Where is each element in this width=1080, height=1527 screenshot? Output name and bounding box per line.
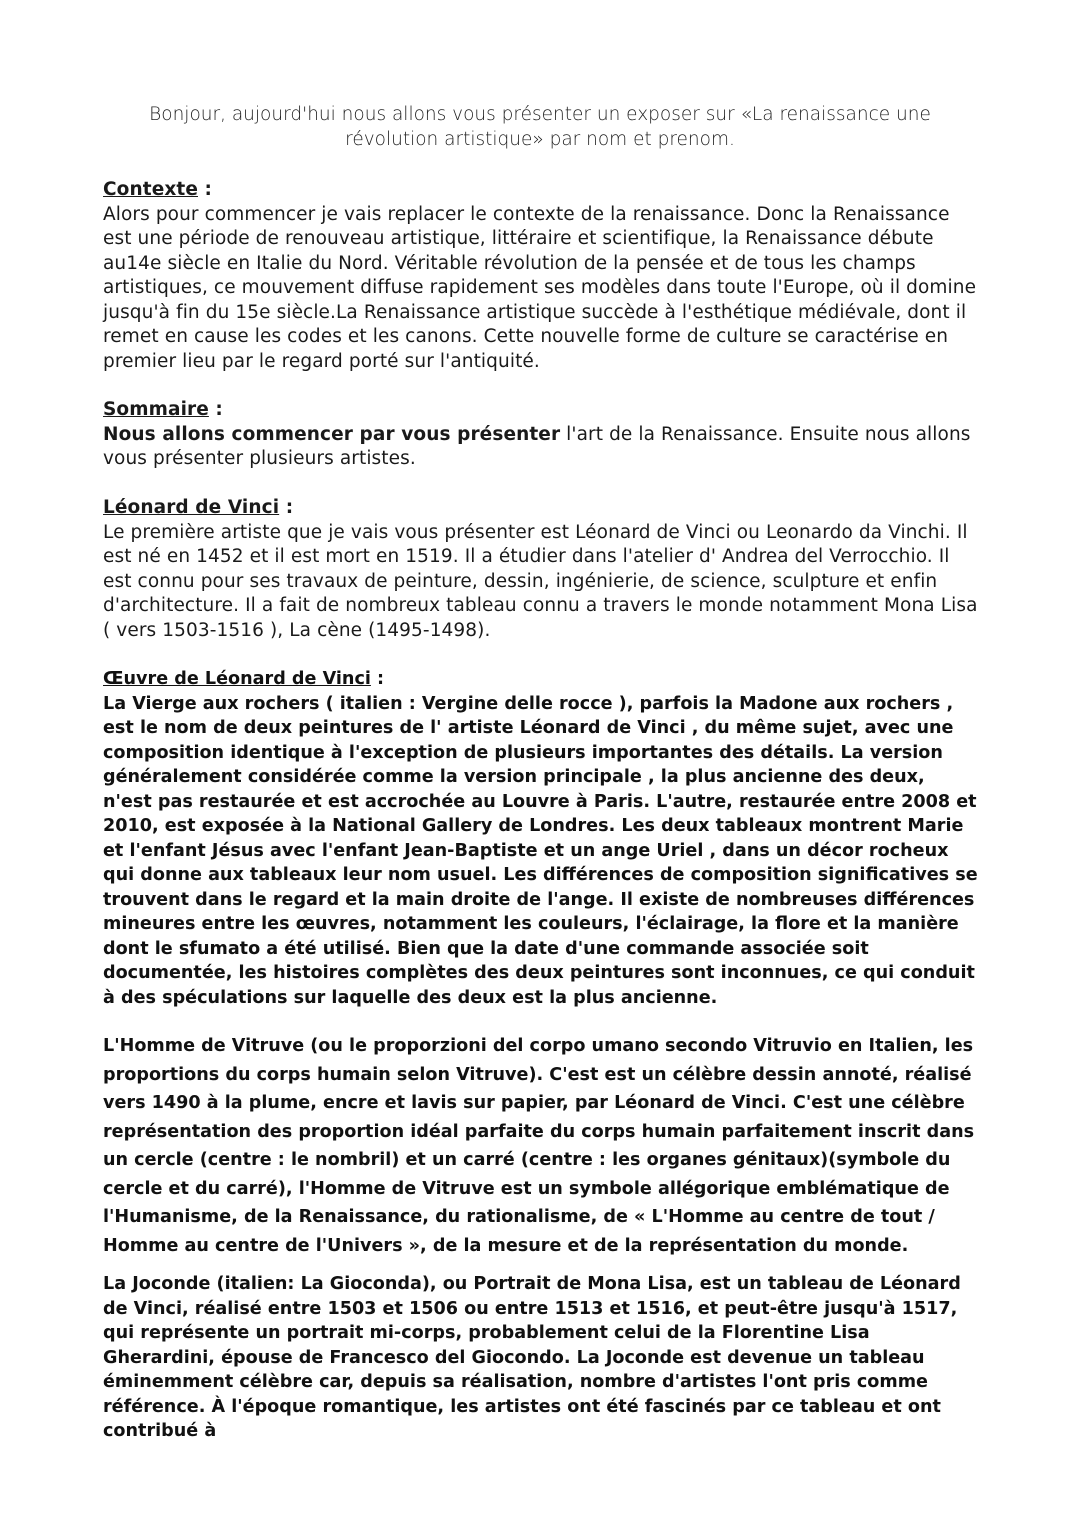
leonard-text: Le première artiste que je vais vous présenter est Léonard de Vinci ou Leonardo da Vinchi. Il est né en 1452 et il est mort en 1519. Il a étudier dans l'atelier d' Andrea del Verrocchio. Il est connu pour ses travaux de peinture, dessin, ingénierie, de science, sculpture et enfin d'architecture. Il a fait de nombreux tableau connu a travers le monde notamment Mona Lisa ( vers 1503-1516 ), La cène (1495-1498).	[103, 521, 978, 641]
leonard-section: Léonard de Vinci : Le première artiste que je vais vous présenter est Léonard de Vinci ou Leonardo da Vinchi. Il est né en 1452 et il est mort en 1519. Il a étudier dans l'atelier d' Andrea del Verrocchio. Il est connu pour ses travaux de peinture, dessin, ingénierie, de science, sculpture et enfin d'architecture. Il a fait de nombreux tableau connu a travers le monde notamment Mona Lisa ( vers 1503-1516 ), La cène (1495-1498).	[103, 497, 978, 641]
vitruve-paragraph: L'Homme de Vitruve (ou le proporzioni del corpo umano secondo Vitruvio en Italien, les proportions du corps humain selon Vitruve). C'est est un célèbre dessin annoté, réalisé vers 1490 à la plume, encre et lavis sur papier, par Léonard de Vinci. C'est une célèbre représentation des proportion idéal parfaite du corps humain parfaitement inscrit dans un cercle (centre : le nombril) et un carré (centre : les organes génitaux)(symbole du cercle et du carré), l'Homme de Vitruve est un symbole allégorique emblématique de l'Humanisme, de la Renaissance, du rationalisme, de « L'Homme au centre de tout / Homme au centre de l'Univers », de la mesure et de la représentation du monde.	[103, 1036, 975, 1256]
sommaire-text: l'art de la Renaissance. Ensuite nous allons vous présenter plusieurs artistes.	[103, 423, 971, 469]
contexte-section: Contexte : Alors pour commencer je vais replacer le contexte de la renaissance. Donc la Renaissance est une période de renouveau artistique, littéraire et scientifique, la Renaissance débute au14e siècle en Italie du Nord. Véritable révolution de la pensée et de tous les champs artistiques, ce mouvement diffuse rapidement ses modèles dans toute l'Europe, où il domine jusqu'à fin du 15e siècle.La Renaissance artistique succède à l'esthétique médiévale, dont il remet en cause les codes et les canons. Cette nouvelle forme de culture se caractérise en premier lieu par le regard porté sur l'antiquité.	[103, 179, 977, 372]
intro-paragraph: Bonjour, aujourd'hui nous allons vous présenter un exposer sur «La renaissance une révolution artistique» par nom et prenom.	[149, 104, 931, 150]
sommaire-section: Sommaire : Nous allons commencer par vous présenter l'art de la Renaissance. Ensuite nous allons vous présenter plusieurs artistes.	[103, 399, 971, 469]
contexte-heading: Contexte	[103, 179, 198, 200]
joconde-paragraph: La Joconde (italien: La Gioconda), ou Portrait de Mona Lisa, est un tableau de Léonard de Vinci, réalisé entre 1503 et 1506 ou entre 1513 et 1516, et peut-être jusqu'à 1517, qui représente un portrait mi-corps, probablement celui de la Florentine Lisa Gherardini, épouse de Francesco del Giocondo. La Joconde est devenue un tableau éminemment célèbre car, depuis sa réalisation, nombre d'artistes l'ont pris comme référence. À l'époque romantique, les artistes ont été fascinés par ce tableau et ont contribué à	[103, 1274, 961, 1441]
contexte-text: Alors pour commencer je vais replacer le contexte de la renaissance. Donc la Renaissance est une période de renouveau artistique, littéraire et scientifique, la Renaissance débute au14e siècle en Italie du Nord. Véritable révolution de la pensée et de tous les champs artistiques, ce mouvement diffuse rapidement ses modèles dans toute l'Europe, où il domine jusqu'à fin du 15e siècle.La Renaissance artistique succède à l'esthétique médiévale, dont il remet en cause les codes et les canons. Cette nouvelle forme de culture se caractérise en premier lieu par le regard porté sur l'antiquité.	[103, 203, 977, 372]
oeuvre-section: Œuvre de Léonard de Vinci : La Vierge aux rochers ( italien : Vergine delle rocce ), parfois la Madone aux rochers , est le nom de deux peintures de l' artiste Léonard de Vinci , du même sujet, avec une composition identique à l'exception de plusieurs importantes des détails. La version généralement considérée comme la version principale , la plus ancienne des deux, n'est pas restaurée et est accrochée au Louvre à Paris. L'autre, restaurée entre 2008 et 2010, est exposée à la National Gallery de Londres. Les deux tableaux montrent Marie et l'enfant Jésus avec l'enfant Jean-Baptiste et un ange Uriel , dans un décor rocheux qui donne aux tableaux leur nom usuel. Les différences de composition significatives se trouvent dans le regard et la main droite de l'ange. Il existe de nombreuses différences mineures entre les œuvres, notamment les couleurs, l'éclairage, la flore et la manière dont le sfumato a été utilisé. Bien que la date d'une commande associée soit documentée, les histoires complètes des deux peintures sont inconnues, ce qui conduit à des spéculations sur laquelle des deux est la plus ancienne.	[103, 669, 978, 1008]
oeuvre-heading: Œuvre de Léonard de Vinci	[103, 669, 371, 689]
sommaire-heading: Sommaire	[103, 399, 209, 420]
sommaire-text-bold: Nous allons commencer par vous présenter	[103, 423, 561, 445]
leonard-heading: Léonard de Vinci	[103, 497, 280, 518]
vierge-paragraph: La Vierge aux rochers ( italien : Vergine delle rocce ), parfois la Madone aux rochers , est le nom de deux peintures de l' artiste Léonard de Vinci , du même sujet, avec une composition identique à l'exception de plusieurs importantes des détails. La version généralement considérée comme la version principale , la plus ancienne des deux, n'est pas restaurée et est accrochée au Louvre à Paris. L'autre, restaurée entre 2008 et 2010, est exposée à la National Gallery de Londres. Les deux tableaux montrent Marie et l'enfant Jésus avec l'enfant Jean-Baptiste et un ange Uriel , dans un décor rocheux qui donne aux tableaux leur nom usuel. Les différences de composition significatives se trouvent dans le regard et la main droite de l'ange. Il existe de nombreuses différences mineures entre les œuvres, notamment les couleurs, l'éclairage, la flore et la manière dont le sfumato a été utilisé. Bien que la date d'une commande associée soit documentée, les histoires complètes des deux peintures sont inconnues, ce qui conduit à des spéculations sur laquelle des deux est la plus ancienne.	[103, 693, 978, 1008]
